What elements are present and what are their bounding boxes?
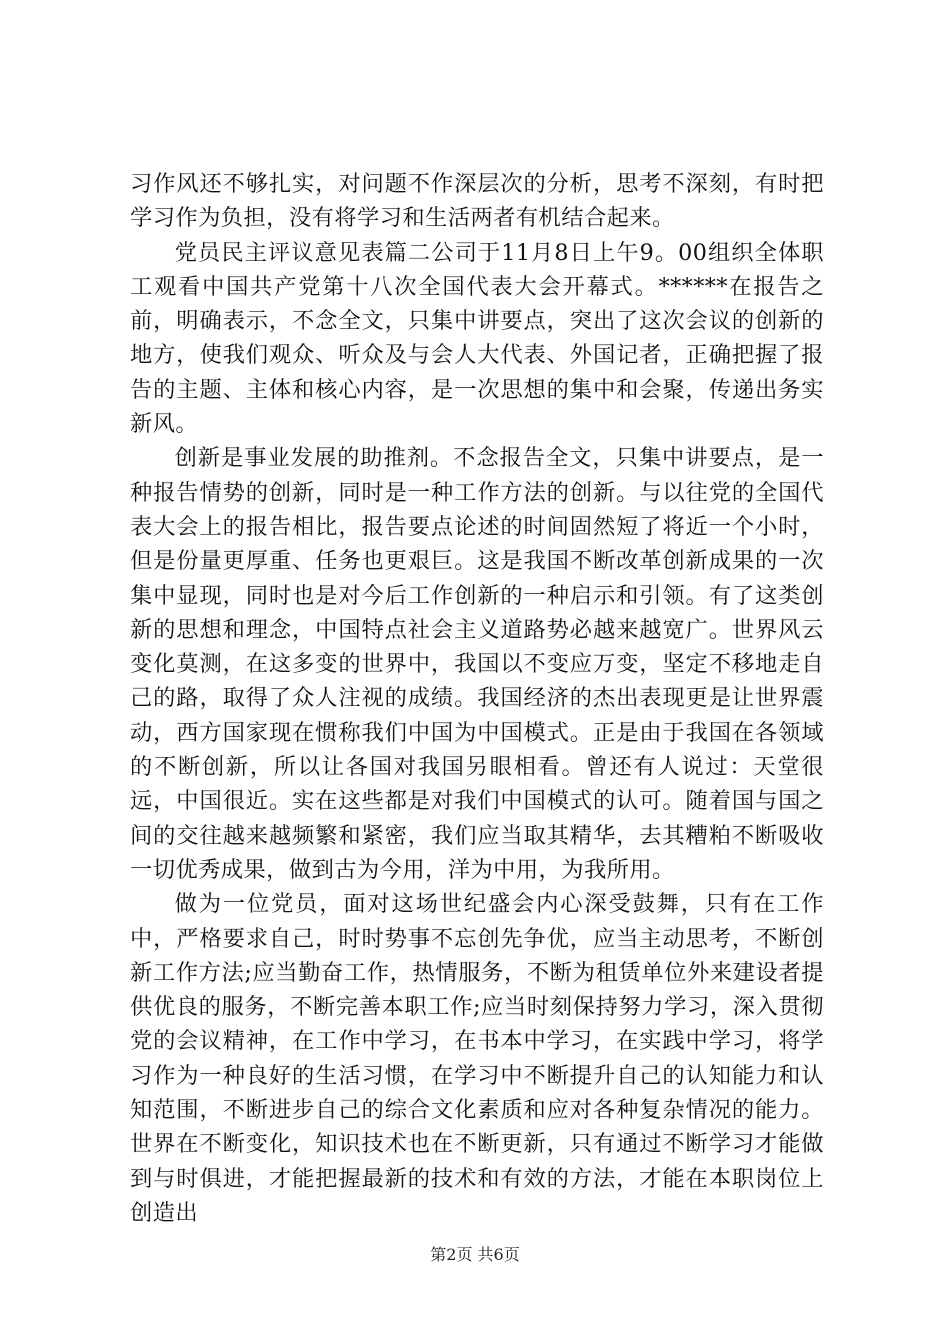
document-body bbox=[130, 167, 824, 1230]
paragraph-innovation: 创新是事业发展的助推剂。不念报告全文，只集中讲要点，是一种报告情势的创新，同时是一种工作方法的创新。与以往党的全国代表大会上的报告相比，报告要点论述的时间固然短了将近一个小时，但是份量更厚重、任务也更艰巨。这是我国不断改革创新成果的一次集中显现，同时也是对今后工作创新的一种启示和引领。有了这类创新的思想和理念，中国特点社会主义道路势必越来越宽广。世界风云变化莫测，在这多变的世界中，我国以不变应万变，坚定不移地走自己的路，取得了众人注视的成绩。我国经济的杰出表现更是让世界震动，西方国家现在惯称我们中国为中国模式。正是由于我国在各领域的不断创新，所以让各国对我国另眼相看。曾还有人说过：天堂很远，中国很近。实在这些都是对我们中国模式的认可。随着国与国之间的交往越来越频繁和紧密，我们应当取其精华，去其糟粕不断吸收一切优秀成果，做到古为今用，洋为中用，为我所用。 bbox=[130, 445, 824, 883]
paragraph-opening-ceremony: 党员民主评议意见表篇二公司于11月8日上午9。00组织全体职工观看中国共产党第十八次全国代表大会开幕式。******在报告之前，明确表示，不念全文，只集中讲要点，突出了这次会议的创新的地方，使我们观众、听众及与会人大代表、外国记者，正确把握了报告的主题、主体和核心内容，是一次思想的集中和会聚，传递出务实新风。 bbox=[130, 239, 824, 438]
paragraph-continuation: 习作风还不够扎实，对问题不作深层次的分析，思考不深刻，有时把学习作为负担，没有将学习和生活两者有机结合起来。 bbox=[130, 171, 824, 232]
page-number-footer: 第2页 共6页 bbox=[430, 1245, 520, 1264]
paragraph-party-member: 做为一位党员，面对这场世纪盛会内心深受鼓舞，只有在工作中，严格要求自己，时时势事不忘创先争优，应当主动思考，不断创新工作方法;应当勤奋工作，热情服务，不断为租赁单位外来建设者提供优良的服务，不断完善本职工作;应当时刻保持努力学习，深入贯彻党的会议精神，在工作中学习，在书本中学习，在实践中学习，将学习作为一种良好的生活习惯，在学习中不断提升自己的认知能力和认知范围，不断进步自己的综合文化素质和应对各种复杂情况的能力。世界在不断变化，知识技术也在不断更新，只有通过不断学习才能做到与时俱进，才能把握最新的技术和有效的方法，才能在本职岗位上创造出 bbox=[130, 891, 824, 1226]
